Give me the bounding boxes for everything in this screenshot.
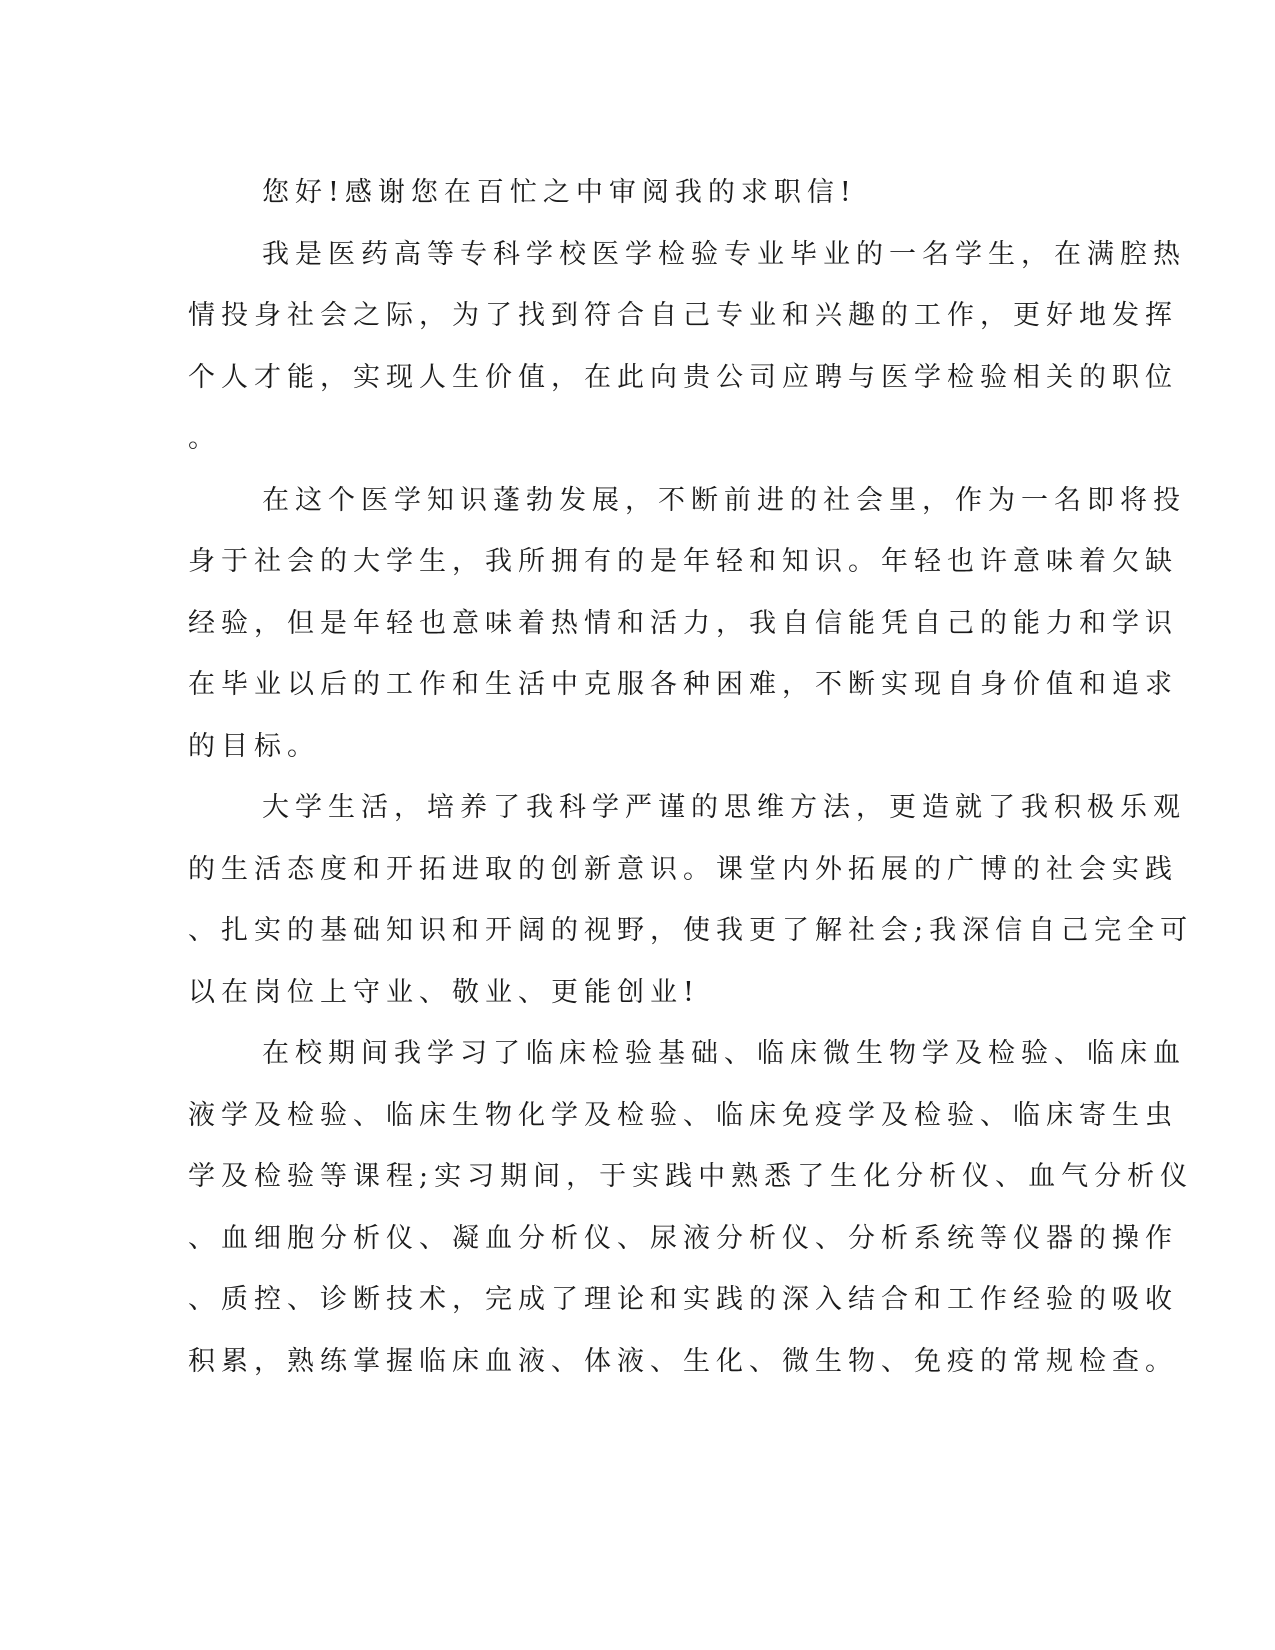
greeting-line: 您好!感谢您在百忙之中审阅我的求职信! xyxy=(262,177,857,208)
paragraph-2-line-2: 身于社会的大学生，我所拥有的是年轻和知识。年轻也许意味着欠缺 xyxy=(188,546,1178,577)
paragraph-1-line-3: 个人才能，实现人生价值，在此向贵公司应聘与医学检验相关的职位 xyxy=(188,361,1178,393)
paragraph-1-line-2: 情投身社会之际，为了找到符合自己专业和兴趣的工作，更好地发挥 xyxy=(188,300,1178,331)
paragraph-4-line-2: 液学及检验、临床生物化学及检验、临床免疫学及检验、临床寄生虫 xyxy=(188,1099,1178,1131)
paragraph-2-line-1: 在这个医学知识蓬勃发展，不断前进的社会里，作为一名即将投 xyxy=(262,484,1186,516)
paragraph-1-line-4: 。 xyxy=(188,423,221,454)
paragraph-3-line-4: 以在岗位上守业、敬业、更能创业! xyxy=(188,976,700,1008)
paragraph-2-line-3: 经验，但是年轻也意味着热情和活力，我自信能凭自己的能力和学识 xyxy=(188,607,1178,639)
paragraph-3-line-1: 大学生活，培养了我科学严谨的思维方法，更造就了我积极乐观 xyxy=(262,792,1186,823)
paragraph-4-line-1: 在校期间我学习了临床检验基础、临床微生物学及检验、临床血 xyxy=(262,1038,1186,1069)
paragraph-3-line-2: 的生活态度和开拓进取的创新意识。课堂内外拓展的广博的社会实践 xyxy=(188,853,1178,885)
paragraph-4-line-5: 、质控、诊断技术，完成了理论和实践的深入结合和工作经验的吸收 xyxy=(188,1284,1178,1315)
paragraph-2-line-5: 的目标。 xyxy=(188,730,320,762)
paragraph-1-line-1: 我是医药高等专科学校医学检验专业毕业的一名学生，在满腔热 xyxy=(262,238,1186,270)
paragraph-3-line-3: 、扎实的基础知识和开阔的视野，使我更了解社会;我深信自己完全可 xyxy=(188,915,1194,946)
paragraph-4-line-3: 学及检验等课程;实习期间，于实践中熟悉了生化分析仪、血气分析仪 xyxy=(188,1161,1194,1192)
letter-body xyxy=(188,162,1194,1392)
paragraph-2-line-4: 在毕业以后的工作和生活中克服各种困难，不断实现自身价值和追求 xyxy=(188,669,1178,700)
paragraph-4-line-4: 、血细胞分析仪、凝血分析仪、尿液分析仪、分析系统等仪器的操作 xyxy=(188,1222,1178,1254)
paragraph-4-line-6: 积累，熟练掌握临床血液、体液、生化、微生物、免疫的常规检查。 xyxy=(188,1345,1178,1377)
